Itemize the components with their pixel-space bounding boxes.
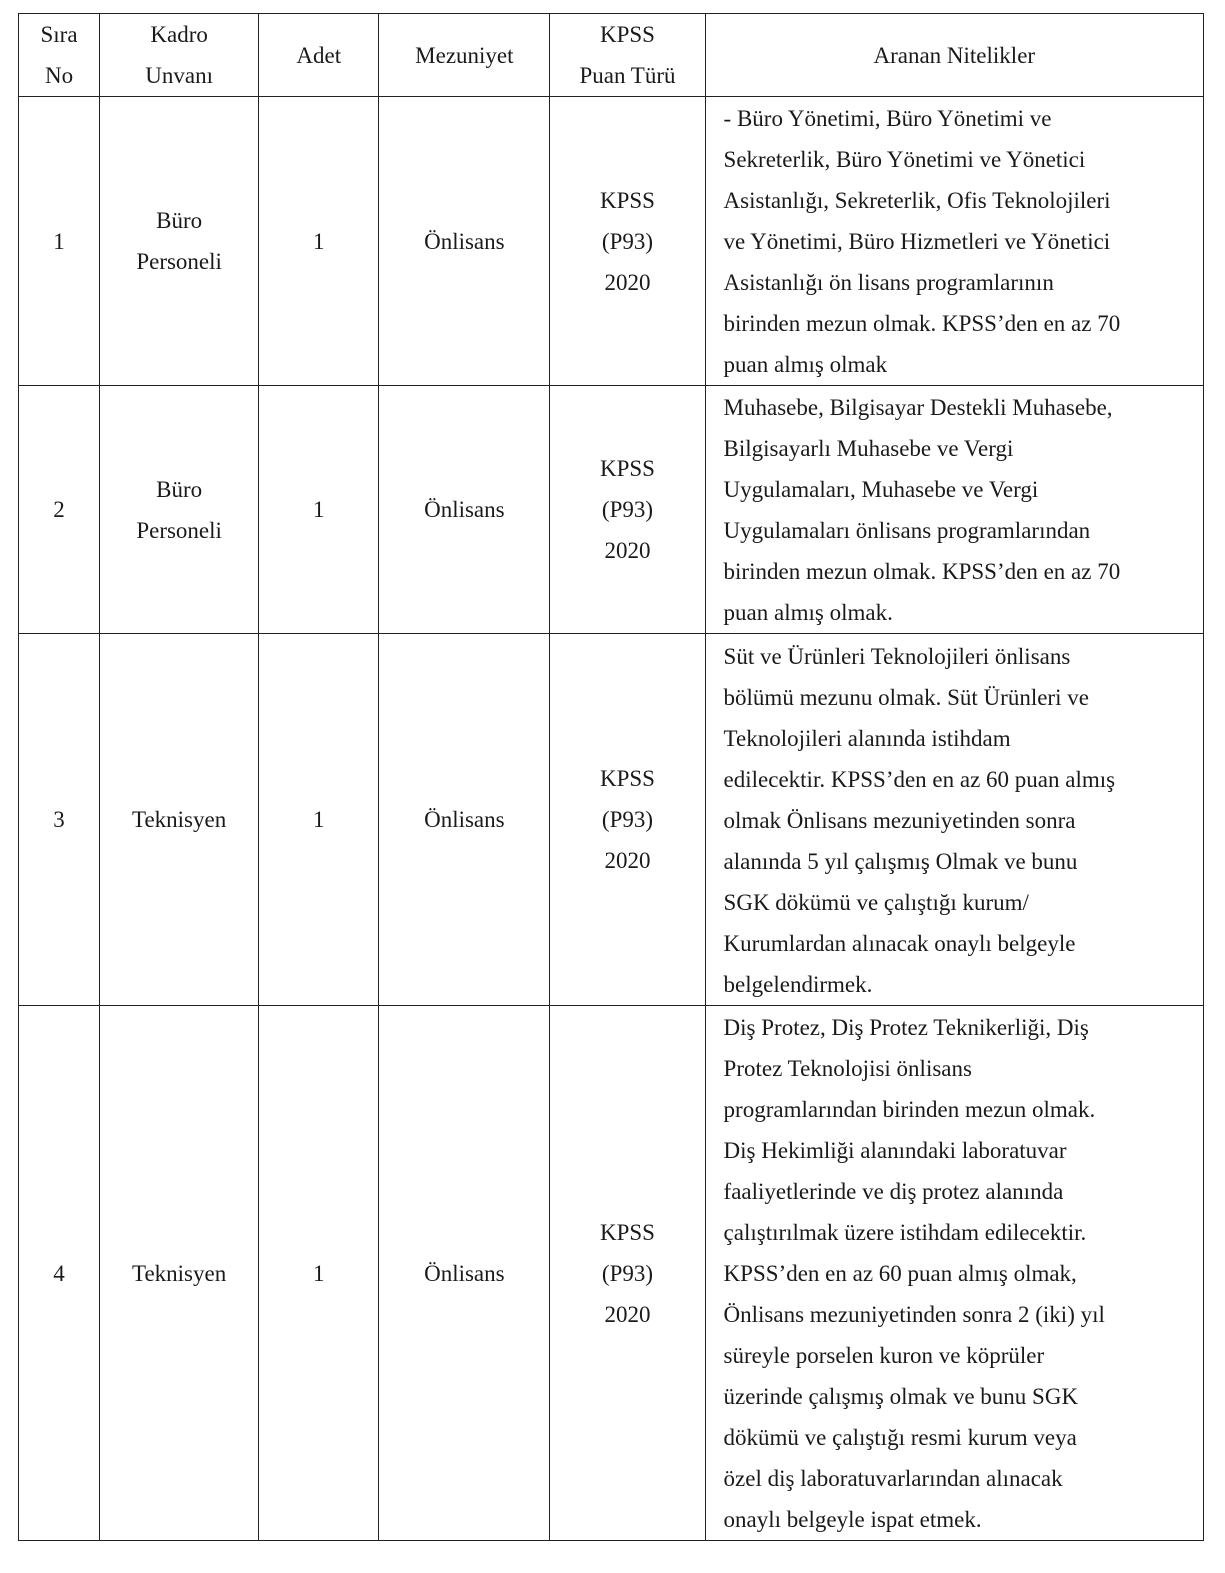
qualification-line: Diş Hekimliği alanındaki laboratuvar bbox=[723, 1138, 1067, 1163]
kpss-line: (P93) bbox=[601, 807, 654, 832]
education-level: Önlisans bbox=[379, 386, 550, 634]
header-row bbox=[19, 14, 1204, 97]
qualification-line: Sekreterlik, Büro Yönetimi ve Yönetici bbox=[723, 147, 1086, 172]
qualification-line: süreyle porselen kuron ve köprüler bbox=[723, 1343, 1045, 1368]
positions-table bbox=[18, 13, 1204, 1541]
header-aranan-nitelikler: Aranan Nitelikler bbox=[705, 14, 1203, 97]
row-number: 1 bbox=[19, 97, 100, 386]
position-title-line: Büro bbox=[156, 476, 203, 502]
kpss-line: KPSS bbox=[599, 187, 655, 213]
table-row bbox=[19, 634, 1204, 1006]
qualification-line: alanında 5 yıl çalışmış Olmak ve bunu bbox=[723, 848, 1078, 874]
position-count: 1 bbox=[259, 97, 379, 386]
qualifications bbox=[705, 386, 1203, 634]
qualification-line: KPSS’den en az 60 puan almış olmak, bbox=[723, 1261, 1077, 1286]
qualification-line: SGK dökümü ve çalıştığı kurum/ bbox=[723, 889, 1029, 915]
qualification-line: birinden mezun olmak. KPSS’den en az 70 bbox=[723, 559, 1121, 584]
position-title-line: Teknisyen bbox=[132, 1260, 227, 1286]
qualification-line: Kurumlardan alınacak onaylı belgeyle bbox=[723, 930, 1076, 956]
qualification-line: Muhasebe, Bilgisayar Destekli Muhasebe, bbox=[723, 395, 1113, 420]
kpss-line: KPSS bbox=[599, 1219, 655, 1245]
header-kadro-unvani: Kadro Unvanı bbox=[100, 14, 259, 97]
header-kpss-puan-turu: KPSS Puan Türü bbox=[550, 14, 705, 97]
qualification-line: - Büro Yönetimi, Büro Yönetimi ve bbox=[723, 106, 1052, 131]
qualification-line: birinden mezun olmak. KPSS’den en az 70 bbox=[723, 311, 1121, 336]
header-mezuniyet: Mezuniyet bbox=[379, 14, 550, 97]
qualification-line: üzerinde çalışmış olmak ve bunu SGK bbox=[723, 1384, 1079, 1409]
kpss-score-type bbox=[550, 634, 705, 1006]
qualification-line: Süt ve Ürünleri Teknolojileri önlisans bbox=[723, 643, 1071, 669]
kpss-line: 2020 bbox=[604, 848, 651, 873]
position-title bbox=[100, 386, 259, 634]
qualification-line: Teknolojileri alanında istihdam bbox=[723, 725, 1011, 751]
qualification-line: puan almış olmak. bbox=[723, 600, 893, 625]
kpss-score-type bbox=[550, 97, 705, 386]
qualifications bbox=[705, 634, 1203, 1006]
qualification-line: Protez Teknolojisi önlisans bbox=[723, 1056, 972, 1081]
education-level: Önlisans bbox=[379, 97, 550, 386]
qualification-line: Önlisans mezuniyetinden sonra 2 (iki) yıl bbox=[723, 1302, 1105, 1327]
table-row bbox=[19, 97, 1204, 386]
qualification-line: Diş Protez, Diş Protez Teknikerliği, Diş bbox=[723, 1015, 1089, 1040]
qualification-line: ve Yönetimi, Büro Hizmetleri ve Yönetici bbox=[723, 229, 1111, 254]
qualification-line: onaylı belgeyle ispat etmek. bbox=[723, 1507, 982, 1532]
qualification-line: edilecektir. KPSS’den en az 60 puan almış bbox=[723, 766, 1116, 792]
position-title bbox=[100, 97, 259, 386]
table-row bbox=[19, 386, 1204, 634]
education-level: Önlisans bbox=[379, 1006, 550, 1541]
kpss-line: 2020 bbox=[604, 538, 651, 563]
position-title bbox=[100, 634, 259, 1006]
position-count: 1 bbox=[259, 386, 379, 634]
qualification-line: dökümü ve çalıştığı resmi kurum veya bbox=[723, 1425, 1077, 1450]
kpss-line: 2020 bbox=[604, 269, 651, 295]
position-count: 1 bbox=[259, 634, 379, 1006]
qualification-line: programlarından birinden mezun olmak. bbox=[723, 1097, 1096, 1122]
row-number: 2 bbox=[19, 386, 100, 634]
qualification-line: Asistanlığı ön lisans programlarının bbox=[723, 270, 1054, 295]
qualification-line: Uygulamaları önlisans programlarından bbox=[723, 518, 1091, 543]
kpss-line: 2020 bbox=[604, 1301, 651, 1327]
qualification-line: Bilgisayarlı Muhasebe ve Vergi bbox=[723, 436, 1014, 461]
kpss-line: (P93) bbox=[601, 228, 654, 254]
qualification-line: olmak Önlisans mezuniyetinden sonra bbox=[723, 807, 1076, 833]
qualification-line: belgelendirmek. bbox=[723, 971, 873, 997]
position-title-line: Büro bbox=[156, 208, 203, 233]
header-adet: Adet bbox=[259, 14, 379, 97]
position-title-line: Personeli bbox=[136, 517, 222, 543]
kpss-line: KPSS bbox=[599, 456, 655, 481]
kpss-score-type bbox=[550, 1006, 705, 1541]
qualification-line: özel diş laboratuvarlarından alınacak bbox=[723, 1466, 1063, 1491]
row-number: 4 bbox=[19, 1006, 100, 1541]
kpss-line: (P93) bbox=[601, 1260, 654, 1286]
table-row bbox=[19, 1006, 1204, 1541]
qualification-line: puan almış olmak bbox=[723, 352, 888, 377]
qualification-line: bölümü mezunu olmak. Süt Ürünleri ve bbox=[723, 684, 1089, 710]
qualification-line: Asistanlığı, Sekreterlik, Ofis Teknolojileri bbox=[723, 188, 1111, 213]
qualification-line: çalıştırılmak üzere istihdam edilecektir. bbox=[723, 1220, 1087, 1245]
qualification-line: faaliyetlerinde ve diş protez alanında bbox=[723, 1179, 1064, 1204]
position-count: 1 bbox=[259, 1006, 379, 1541]
kpss-line: (P93) bbox=[601, 497, 654, 522]
position-title bbox=[100, 1006, 259, 1541]
position-title-line: Personeli bbox=[136, 249, 222, 274]
qualifications bbox=[705, 1006, 1203, 1541]
kpss-line: KPSS bbox=[599, 766, 655, 791]
qualification-line: Uygulamaları, Muhasebe ve Vergi bbox=[723, 477, 1039, 502]
kpss-score-type bbox=[550, 386, 705, 634]
education-level: Önlisans bbox=[379, 634, 550, 1006]
row-number: 3 bbox=[19, 634, 100, 1006]
position-title-line: Teknisyen bbox=[132, 807, 227, 832]
qualifications bbox=[705, 97, 1203, 386]
header-sira-no: Sıra No bbox=[19, 14, 100, 97]
